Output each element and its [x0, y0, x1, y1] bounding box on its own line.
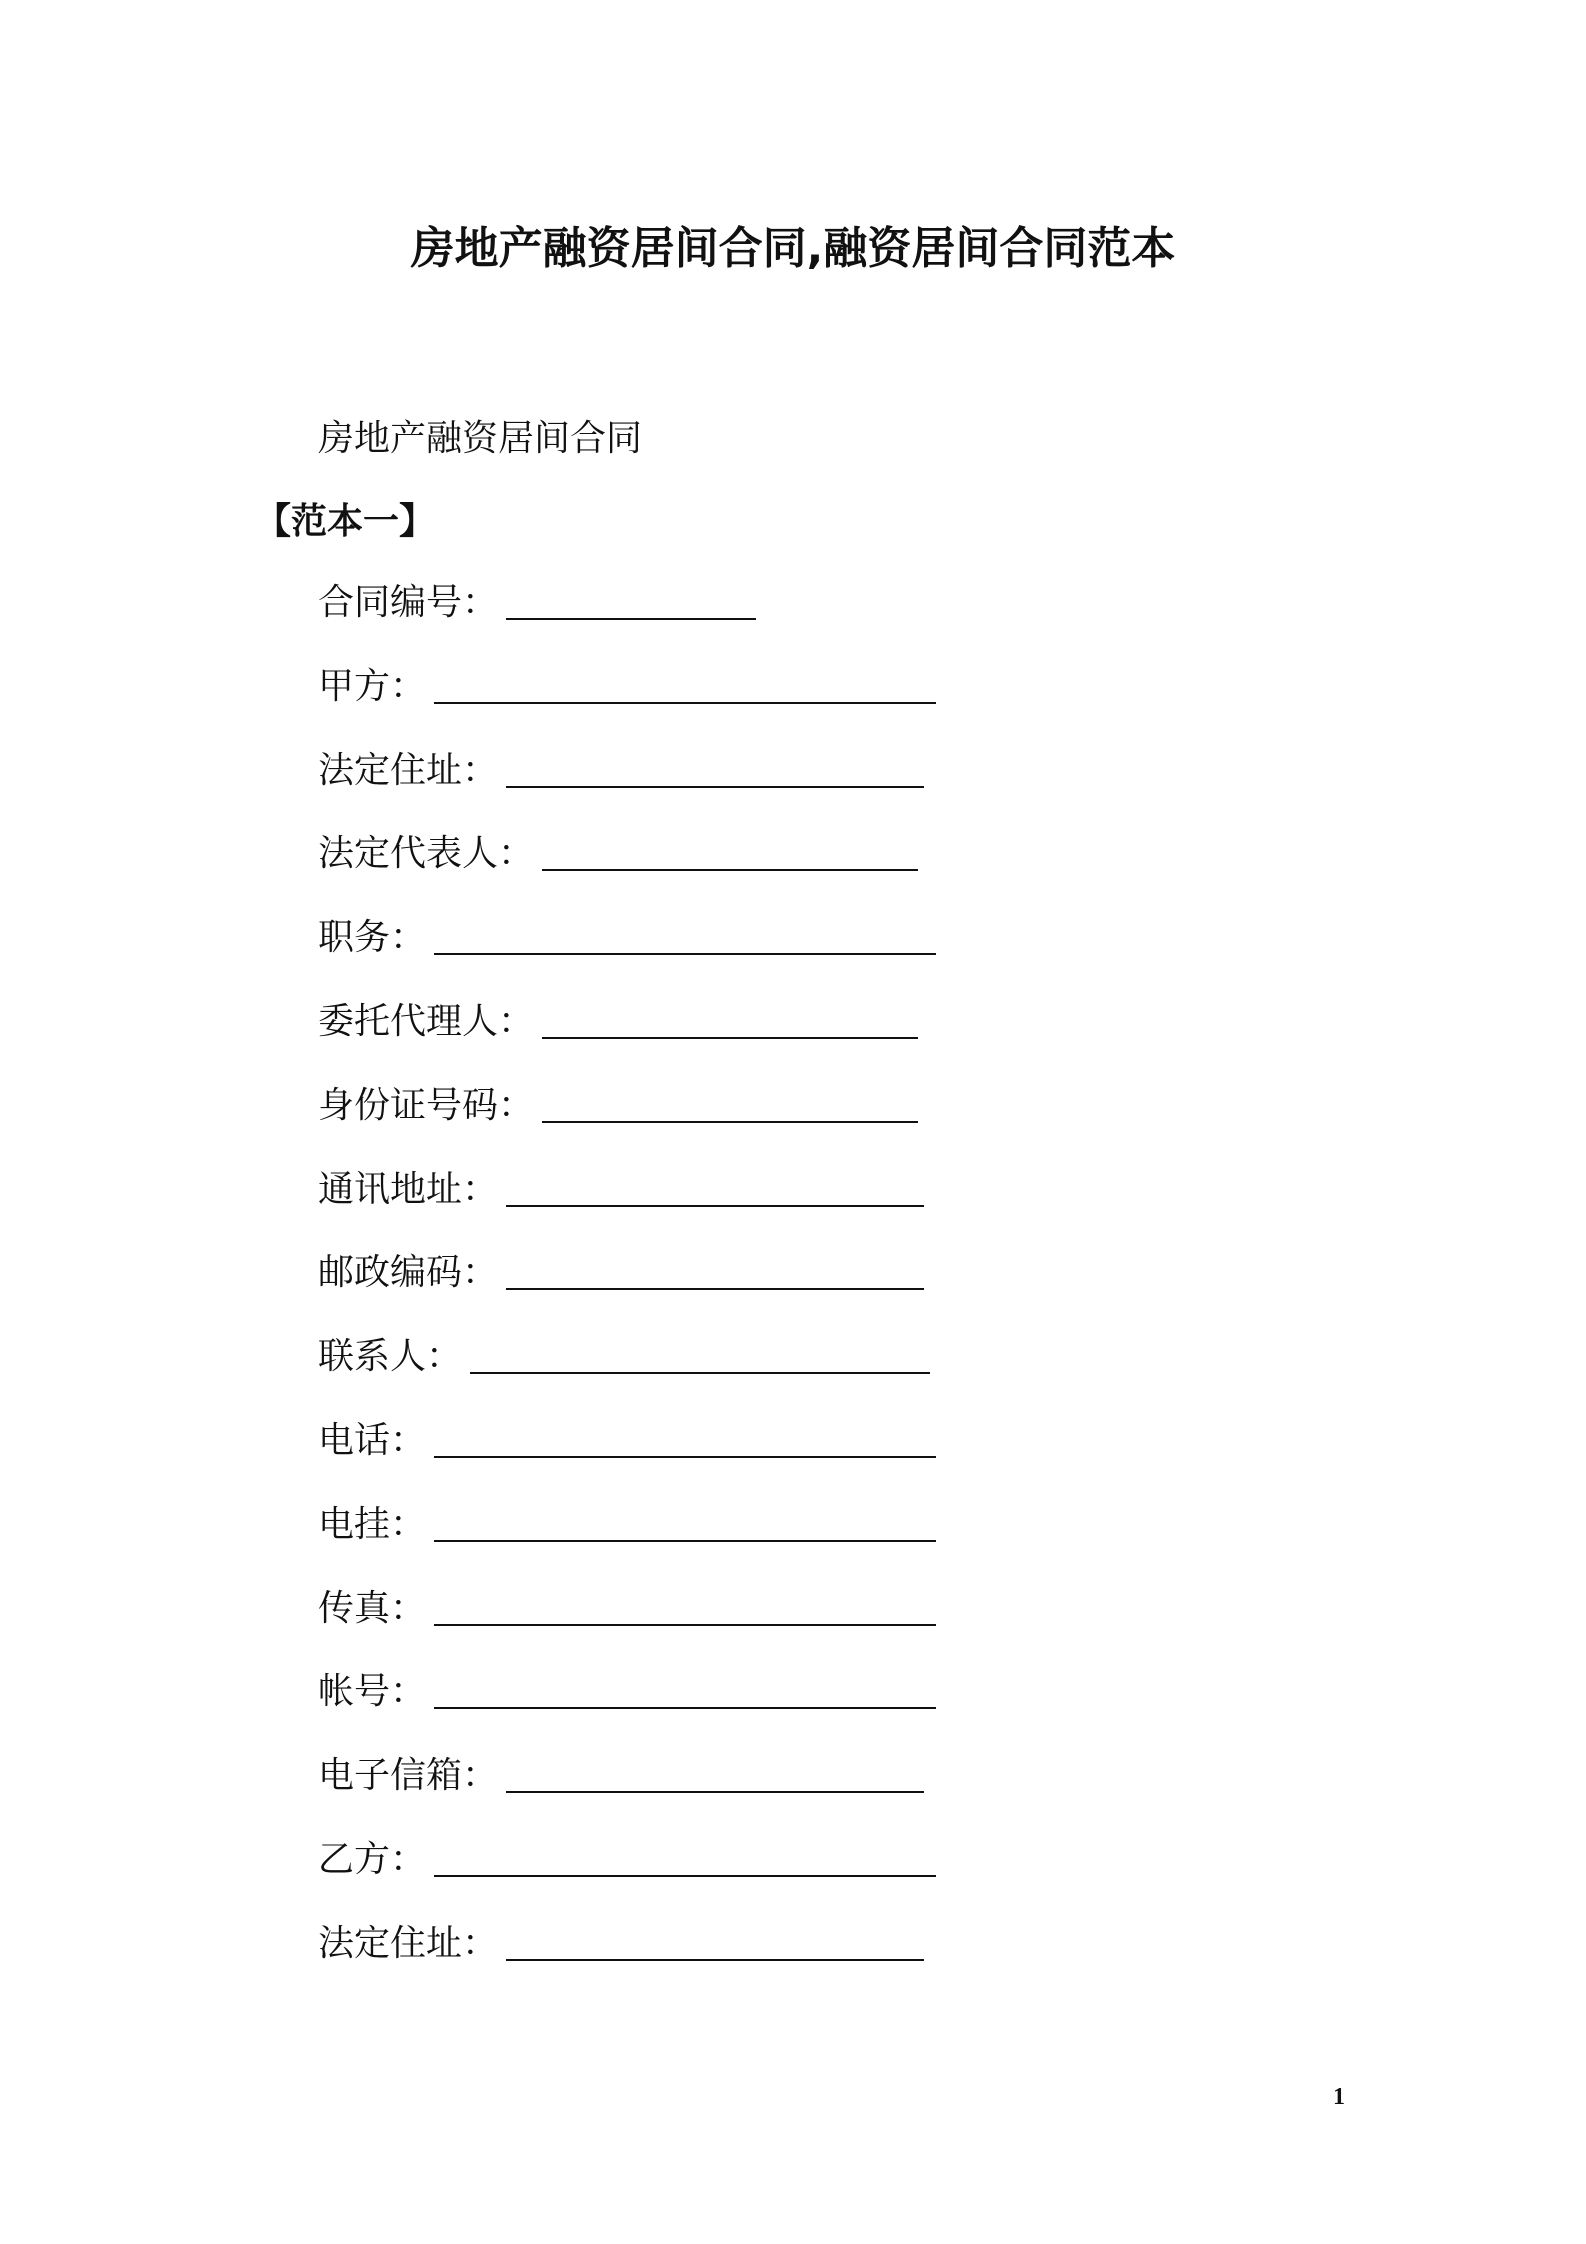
fill-in-blank[interactable] [542, 1081, 918, 1123]
field-account-number [318, 1667, 936, 1751]
fill-in-blank[interactable] [434, 1667, 936, 1709]
field-label: 电挂： [318, 1503, 427, 1545]
field-legal-address-b [318, 1919, 936, 2003]
fill-in-blank[interactable] [434, 662, 936, 704]
fill-in-blank[interactable] [542, 997, 918, 1039]
field-telegraph [318, 1500, 936, 1584]
fill-in-blank[interactable] [434, 1835, 936, 1877]
field-agent [318, 997, 936, 1081]
fill-in-blank[interactable] [434, 1500, 936, 1542]
fill-in-blank[interactable] [506, 1751, 924, 1793]
field-position [318, 913, 936, 997]
field-contract-number [318, 578, 936, 662]
document-title: 房地产融资居间合同,融资居间合同范本 [410, 223, 1176, 274]
field-email [318, 1751, 936, 1835]
fill-in-blank[interactable] [434, 1584, 936, 1626]
field-mailing-address [318, 1165, 936, 1249]
field-legal-address [318, 746, 936, 830]
field-postal-code [318, 1248, 936, 1332]
field-label: 法定住址： [318, 1922, 499, 1964]
field-label: 通讯地址： [318, 1168, 499, 1210]
fill-in-blank[interactable] [434, 913, 936, 955]
fill-in-blank[interactable] [542, 829, 918, 871]
fill-in-blank[interactable] [506, 746, 924, 788]
field-label: 乙方： [318, 1838, 427, 1880]
fill-in-blank[interactable] [470, 1332, 930, 1374]
fill-in-blank[interactable] [506, 578, 756, 620]
fill-in-blank[interactable] [434, 1416, 936, 1458]
contract-subtitle: 房地产融资居间合同 [318, 418, 643, 459]
contract-fields-list [318, 578, 936, 2003]
field-contact-person [318, 1332, 936, 1416]
field-label: 甲方： [318, 665, 427, 707]
field-label: 职务： [318, 917, 427, 959]
page-number: 1 [1333, 2084, 1345, 2110]
field-party-a [318, 662, 936, 746]
field-label: 电话： [318, 1419, 427, 1461]
field-label: 邮政编码： [318, 1252, 499, 1294]
field-phone [318, 1416, 936, 1500]
fill-in-blank[interactable] [506, 1248, 924, 1290]
field-label: 合同编号： [318, 582, 499, 623]
field-id-number [318, 1081, 936, 1165]
field-label: 委托代理人： [318, 1000, 535, 1042]
fill-in-blank[interactable] [506, 1919, 924, 1961]
field-legal-representative [318, 829, 936, 913]
field-label: 电子信箱： [318, 1755, 499, 1797]
field-label: 法定住址： [318, 749, 499, 791]
fill-in-blank[interactable] [506, 1165, 924, 1207]
field-label: 法定代表人： [318, 833, 535, 875]
field-label: 帐号： [318, 1671, 427, 1713]
field-label: 联系人： [318, 1336, 463, 1378]
field-fax [318, 1584, 936, 1668]
field-label: 身份证号码： [318, 1084, 535, 1126]
section-heading: 【范本一】 [255, 501, 436, 542]
field-label: 传真： [318, 1587, 427, 1629]
field-party-b [318, 1835, 936, 1919]
